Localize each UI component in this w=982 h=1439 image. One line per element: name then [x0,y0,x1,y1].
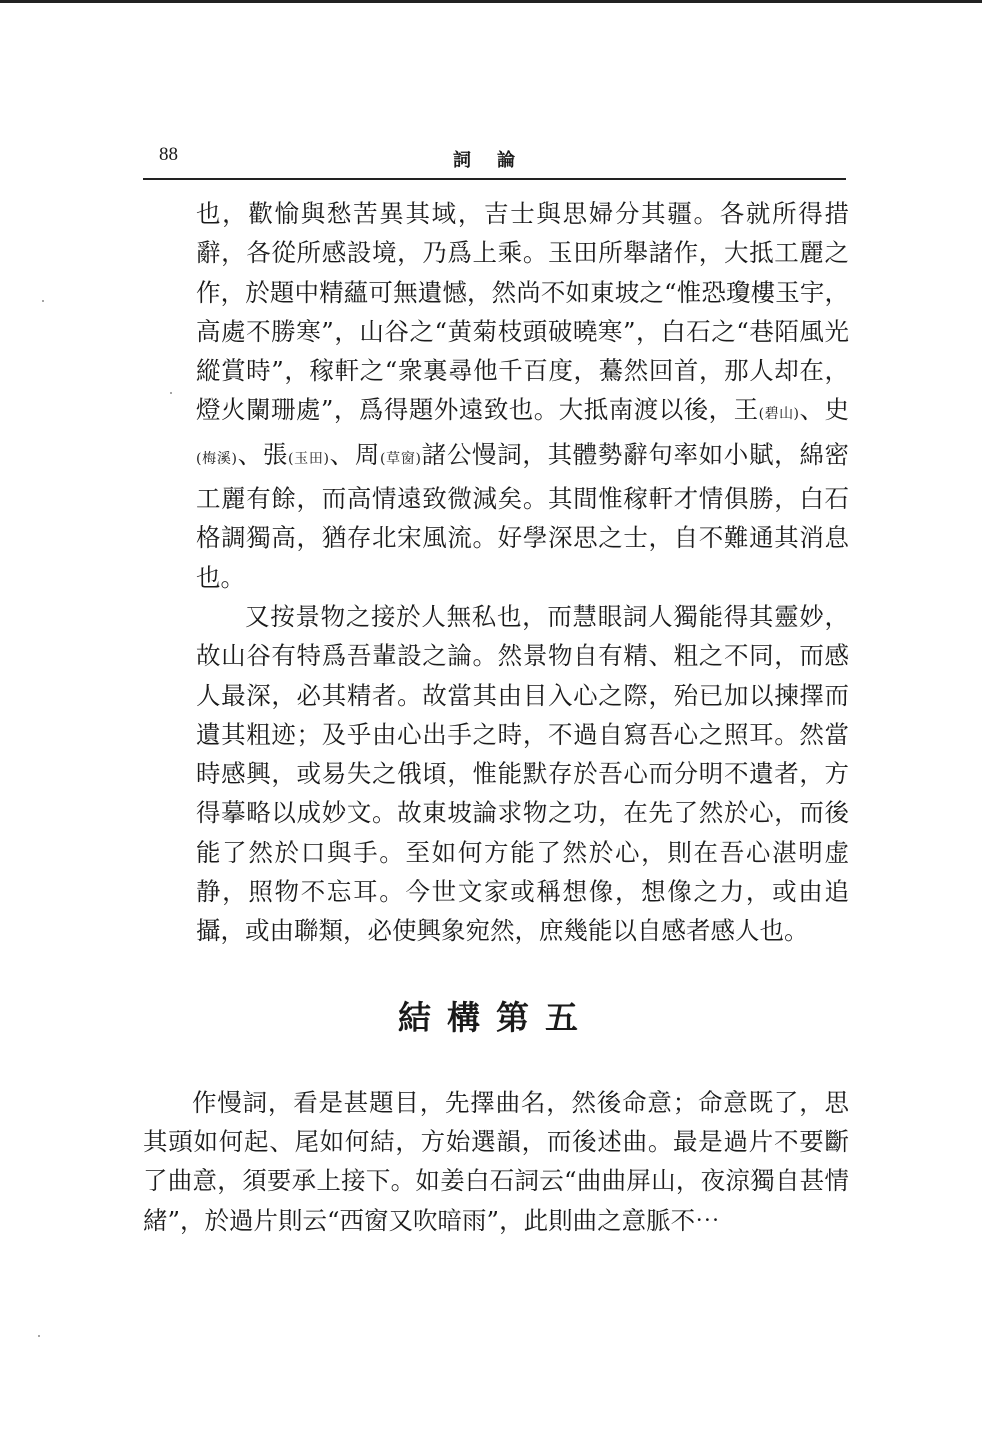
poet-name: 周 [354,439,381,469]
section-heading: 結構第五 [398,997,594,1037]
running-title: 詞論 [453,150,541,171]
poet-note: (碧山) [758,406,800,423]
paragraph-3: 作慢詞，看是甚題目，先擇曲名，然後命意；命意既了，思其頭如何起、尾如何結，方始選韻，而後述曲。最是過片不要斷了曲意，須要承上接下。如姜白石詞云“曲曲屏山，夜涼獨自甚情緒”，於過片則云“西窗又吹暗雨”，此則曲之意脈不⋯ [143,1087,849,1235]
paragraph-1 [196,194,849,597]
quoted-block [143,194,849,951]
poet-name: 史 [824,395,849,425]
poet-note: (梅溪) [196,450,237,467]
poet-name: 王 [733,395,759,425]
separator: 、 [236,439,263,469]
scan-speck [42,300,44,302]
paragraph-2: 又按景物之接於人無私也，而慧眼詞人獨能得其靈妙，故山谷有特爲吾輩設之論。然景物自有精、粗之不同，而感人最深，必其精者。故當其由目入心之際，殆已加以揀擇而遺其粗迹；及乎由心出手之時，不過自寫吾心之照耳。然當時感興，或易失之俄頃，惟能默存於吾心而分明不遺者，方得摹略以成妙文。故東坡論求物之功，在先了然於心，而後能了然於口與手。至如何方能了然於心，則在吾心湛明虚静，照物不忘耳。今世文家或稱想像，想像之力，或由追攝，或由聯類，必使興象宛然，庶幾能以自感者感人也。 [196,601,849,946]
poet-name: 張 [262,439,289,469]
page-header [143,140,843,180]
paragraph-1-text-a: 也，歡愉與愁苦異其域，吉士與思婦分其疆。各就所得措辭，各從所感設境，乃爲上乘。玉田所舉諸作，大抵工麗之作，於題中精蘊可無遺憾，然尚不如東坡之“惟恐瓊樓玉宇，高處不勝寒”，山谷之“黄菊枝頭破曉寒”，白石之“巷陌風光縱賞時”，稼軒之“衆裏尋他千百度，驀然回首，那人却在，燈火闌珊處”，爲得題外遠致也。大抵南渡以後， [196,199,849,425]
separator: 、 [799,395,825,425]
top-border [0,0,982,3]
poet-note: (草窗) [380,450,421,467]
scan-speck [38,1335,40,1337]
body-text [143,194,849,1240]
page-number: 88 [159,144,178,165]
poet-note: (玉田) [288,450,329,467]
paragraph-1-text-b: 諸公慢詞，其體勢辭句率如小賦，綿密工麗有餘，而高情遠致微減矣。其間惟稼軒才情俱勝，白石格調獨高，猶存北宋風流。好學深思之士，自不難通其消息也。 [196,439,850,592]
separator: 、 [328,439,355,469]
scan-speck [170,392,172,394]
header-rule [143,178,846,180]
